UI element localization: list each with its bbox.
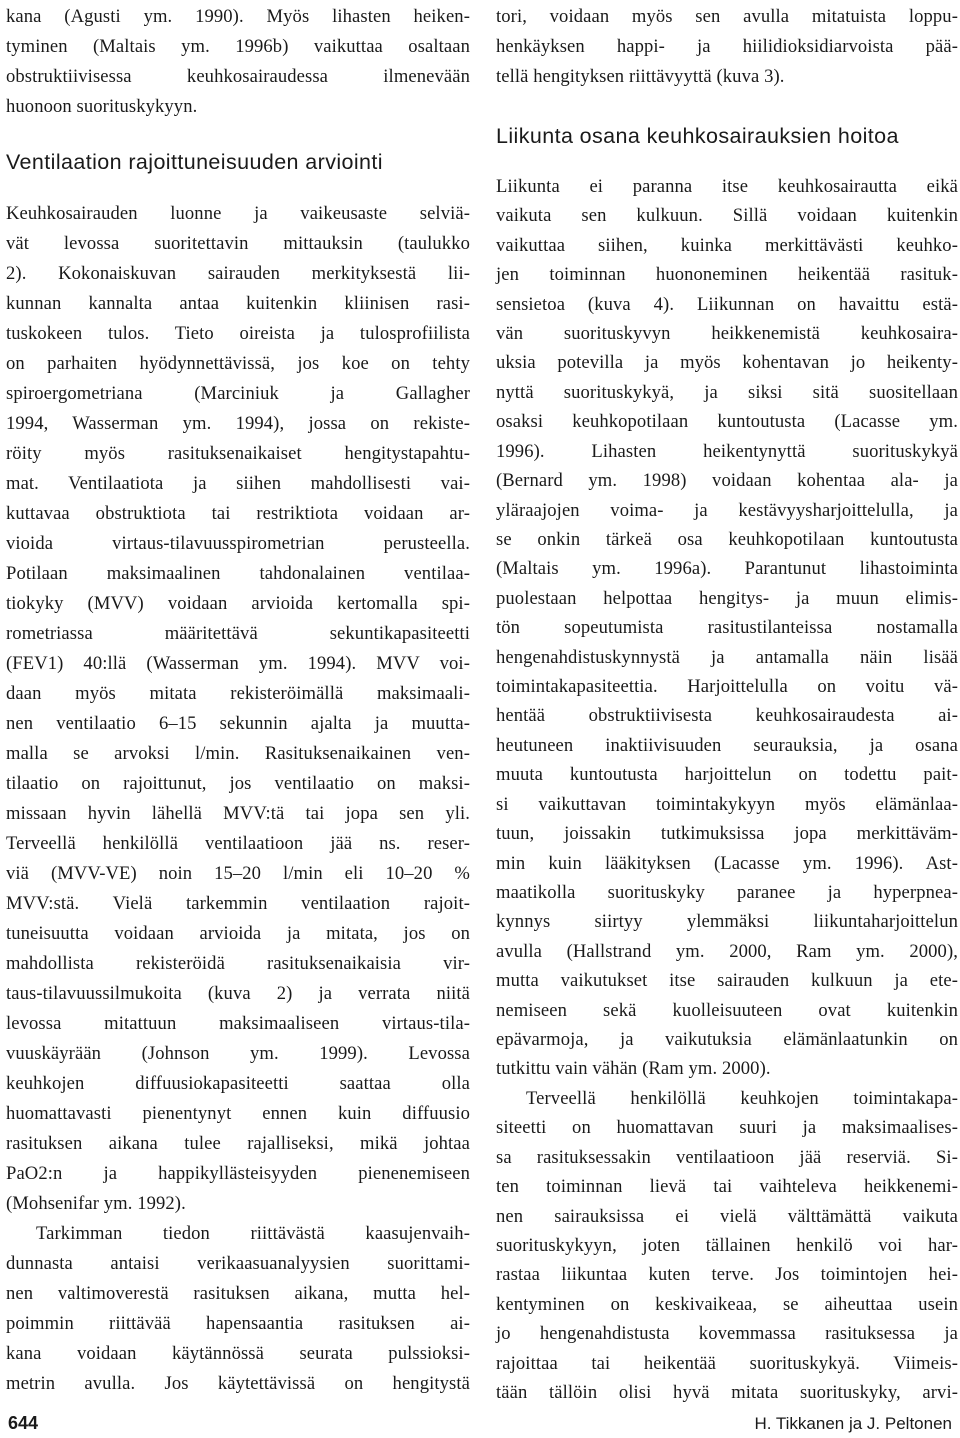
- text-line: dunnasta antaisi verikaasuanalyysien suorittami-: [6, 1253, 470, 1274]
- text-line: taus-tilavuussilmukoita (kuva 2) ja verrata niitä: [6, 983, 470, 1004]
- text-line: sensietoa (kuva 4). Liikunnan on havaittu estä-: [496, 293, 958, 315]
- text-line: rasituksen aikana tulee rajalliseksi, mikä johtaa: [6, 1133, 470, 1154]
- text-line: tön sopeutumista rasitustilanteissa nostamalla: [496, 617, 958, 639]
- text-line: vioida virtaus-tilavuusspirometrian perusteella.: [6, 533, 470, 554]
- text-line: metrin avulla. Jos käytettävissä on hengitystä: [6, 1373, 470, 1394]
- section-heading: Ventilaation rajoittuneisuuden arviointi: [6, 150, 383, 174]
- text-line: malla se arvoksi l/min. Rasituksenaikainen ven-: [6, 743, 470, 764]
- text-line: toimintakapasiteettia. Harjoittelulla on voitu vä-: [496, 676, 958, 698]
- text-line: tuneisuutta voidaan arvioida ja mitata, jos on: [6, 923, 470, 944]
- section-heading: Liikunta osana keuhkosairauksien hoitoa: [496, 124, 899, 148]
- text-line: (Mohsenifar ym. 1992).: [6, 1193, 186, 1214]
- text-line: obstruktiivisessa keuhkosairaudessa ilmenevään: [6, 66, 470, 87]
- text-line: nemiseen sekä kuolleisuuteen ovat kuitenkin: [496, 999, 958, 1021]
- text-line: (Bernard ym. 1998) voidaan kohentaa ala- ja: [496, 470, 958, 492]
- text-line: nen sairauksissa ei vielä välttämättä vaikuta: [496, 1205, 958, 1227]
- text-line: 1994, Wasserman ym. 1994), jossa on rekiste-: [6, 413, 470, 434]
- text-line: maatikolla suorituskyky paranee ja hyperpnea-: [496, 881, 958, 903]
- text-line: missaan hyvin lähellä MVV:tä tai jopa sen yli.: [6, 803, 470, 824]
- text-line: vaikuttaa siihen, kuinka merkittävästi keuhko-: [496, 234, 958, 256]
- text-line: Potilaan maksimaalinen tahdonalainen ventilaa-: [6, 563, 470, 584]
- text-line: PaO2:n ja happikyllästeisyyden pienenemiseen: [6, 1163, 470, 1184]
- text-line: Terveellä henkilöllä keuhkojen toimintakapa-: [526, 1087, 958, 1109]
- text-line: tuun, joissakin tutkimuksissa jopa merkittäväm-: [496, 823, 958, 845]
- text-line: nyttä suorituskykyä, ja siksi sitä suositellaan: [496, 381, 958, 403]
- text-line: kynnys siirtyy ylemmäksi liikuntaharjoittelun: [496, 911, 958, 933]
- text-line: huonoon suorituskykyyn.: [6, 96, 198, 117]
- text-line: vät levossa suoritettavin mittauksin (taulukko: [6, 233, 470, 254]
- text-line: rastaa liikuntaa kuten terve. Jos toimintojen hei-: [496, 1264, 958, 1286]
- text-line: huomattavasti pienentynyt ennen kuin diffuusio: [6, 1103, 470, 1124]
- text-line: mahdollista rekisteröidä rasituksenaikaisia vir-: [6, 953, 470, 974]
- text-line: suorituskykyyn, joten tällainen henkilö voi har-: [496, 1234, 958, 1256]
- text-line: mat. Ventilaatiota ja siihen mahdollisesti vai-: [6, 473, 470, 494]
- text-line: puolestaan helpottaa hengitys- ja muun elimis-: [496, 587, 958, 609]
- text-line: yläraajojen voima- ja kestävyysharjoittelulla, ja: [496, 499, 958, 521]
- text-line: tutkittu vain vähän (Ram ym. 2000).: [496, 1058, 771, 1080]
- page-number: 644: [8, 1413, 39, 1433]
- running-footer-authors: H. Tikkanen ja J. Peltonen: [754, 1414, 952, 1433]
- text-line: on parhaiten hyödynnettävissä, jos koe on tehty: [6, 353, 470, 374]
- text-line: osaksi keuhkopotilaan kuntoutusta (Lacasse ym.: [496, 411, 958, 433]
- text-line: (FEV1) 40:llä (Wasserman ym. 1994). MVV voi-: [6, 653, 470, 674]
- text-line: ten toiminnan lievä tai vaihteleva heikkenemi-: [496, 1176, 958, 1198]
- text-line: kunnan kannalta antaa kuitenkin kliinisen rasi-: [6, 293, 470, 314]
- text-line: vaikuta sen kulkuun. Sillä voidaan kuitenkin: [496, 205, 958, 227]
- text-line: muuta kuntoutusta harjoittelun on todettu pait-: [496, 764, 958, 786]
- text-line: min kuin lääkityksen (Lacasse ym. 1996). Ast-: [496, 852, 958, 874]
- text-line: vän suorituskyvyn heikkenemistä keuhkosaira-: [496, 323, 958, 345]
- text-line: Tarkimman tiedon riittävästä kaasujenvaih-: [36, 1223, 470, 1244]
- text-line: Terveellä henkilöllä ventilaatioon jää ns. reser-: [6, 833, 470, 854]
- text-line: kuttavaa obstruktiota tai restriktiota voidaan ar-: [6, 503, 470, 524]
- text-line: 2). Kokonaiskuvan sairauden merkityksestä lii-: [6, 263, 470, 284]
- text-line: tuskokeen tulos. Tieto oireista ja tulosprofiilista: [6, 323, 470, 344]
- text-line: uksia potevilla ja myös kohentavan jo heikenty-: [496, 352, 958, 374]
- text-line: keuhkojen diffuusiokapasiteetti saattaa olla: [6, 1073, 470, 1094]
- text-line: tään tällöin olisi hyvä mitata suorituskyky, arvi-: [496, 1382, 958, 1403]
- text-line: hentää obstruktiivisesta keuhkosairaudesta ai-: [496, 705, 958, 727]
- text-line: Liikunta ei paranna itse keuhkosairautta eikä: [496, 176, 958, 197]
- text-line: röity myös rasituksenaikaiset hengitystapahtu-: [6, 443, 470, 464]
- text-line: nen valtimoverestä rasituksen aikana, mutta hel-: [6, 1283, 470, 1304]
- text-line: daan myös mitata rekisteröimällä maksimaali-: [6, 683, 470, 704]
- text-line: kana (Agusti ym. 1990). Myös lihasten heiken-: [6, 6, 470, 27]
- text-line: epävarmoja, ja vaikutuksia elämänlaatunkin on: [496, 1029, 958, 1051]
- text-line: tyminen (Maltais ym. 1996b) vaikuttaa osaltaan: [6, 36, 470, 57]
- text-line: rometriassa määritettävä sekuntikapasiteetti: [6, 623, 470, 644]
- text-line: hengenahdistuskynnystä ja antamalla näin lisää: [496, 646, 958, 668]
- text-line: jo hengenahdistusta kovemmassa rasituksessa ja: [496, 1323, 958, 1345]
- text-line: jen toiminnan huononeminen heikentää rasituk-: [496, 264, 958, 286]
- text-line: si vaikuttavan toimintakykyyn myös elämänlaa-: [496, 793, 958, 815]
- text-line: poimmin riittävää hapensaantia rasituksen ai-: [6, 1313, 470, 1334]
- text-line: viä (MVV-VE) noin 15–20 l/min eli 10–20 %: [6, 863, 470, 884]
- text-line: tellä hengityksen riittävyyttä (kuva 3).: [496, 66, 785, 87]
- text-line: rajoittaa tai heikentää suorituskykyä. Viimeis-: [496, 1352, 958, 1374]
- text-line: kentyminen on keskivaikeaa, se aiheuttaa usein: [496, 1293, 958, 1315]
- text-line: nen ventilaatio 6–15 sekunnin ajalta ja muutta-: [6, 713, 470, 734]
- text-line: tilaatio on rajoittunut, jos ventilaatio on maksi-: [6, 773, 470, 794]
- text-line: tiokyky (MVV) voidaan arvioida kertomalla spi-: [6, 593, 470, 614]
- text-line: (Maltais ym. 1996a). Parantunut lihastoiminta: [496, 558, 958, 580]
- text-line: avulla (Hallstrand ym. 2000, Ram ym. 2000),: [496, 940, 958, 962]
- text-line: sa rasituksessakin ventilaatioon jää reserviä. Si-: [496, 1146, 958, 1168]
- text-line: heutuneen inaktiivisuuden seurauksia, ja osana: [496, 734, 958, 756]
- text-line: spiroergometriana (Marciniuk ja Gallagher: [6, 383, 470, 404]
- text-line: tori, voidaan myös sen avulla mitatuista loppu-: [496, 6, 958, 27]
- text-line: siteetti on huomattavan suuri ja maksimaalises-: [496, 1117, 958, 1139]
- text-line: henkäyksen happi- ja hiilidioksidiarvoista pää-: [496, 36, 958, 57]
- text-line: MVV:stä. Vielä tarkemmin ventilaation rajoit-: [6, 893, 470, 914]
- text-line: 1996). Lihasten heikentynyttä suorituskykyä: [496, 440, 958, 462]
- text-line: Keuhkosairauden luonne ja vaikeusaste selviä-: [6, 203, 470, 224]
- text-line: se onkin tärkeä osa keuhkopotilaan kuntoutusta: [496, 528, 958, 550]
- text-line: vuuskäyrään (Johnson ym. 1999). Levossa: [6, 1043, 470, 1064]
- text-line: mutta vaikutukset itse sairauden kulkuun ja ete-: [496, 970, 958, 992]
- text-line: levossa mitattuun maksimaaliseen virtaus-tila-: [6, 1013, 470, 1034]
- text-line: kana voidaan käytännössä seurata pulssioksi-: [6, 1343, 470, 1364]
